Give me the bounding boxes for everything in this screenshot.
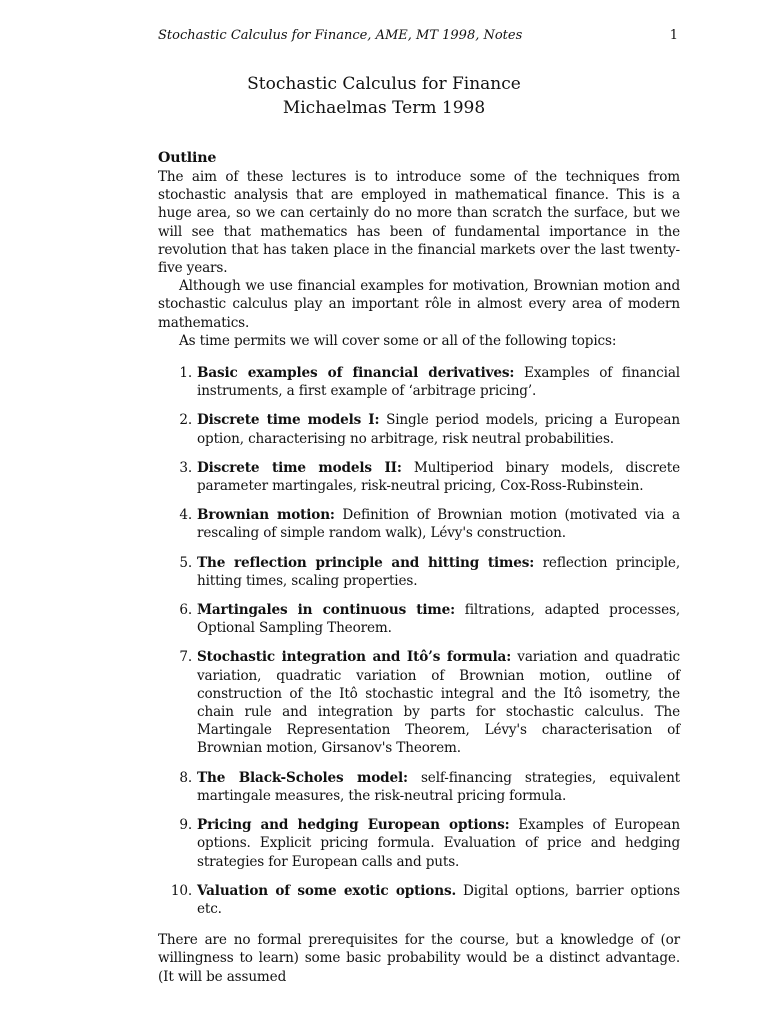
list-item-number: 7.	[179, 649, 192, 666]
list-item-number: 2.	[179, 412, 192, 429]
list-item-description: Multiperiod binary models, discrete parameter martingales, risk-neutral pricing, Cox-Ross-Rubinstein.	[197, 459, 681, 495]
list-item-number: 10.	[170, 882, 192, 899]
list-item-body	[197, 506, 680, 542]
list-item-title: The reflection principle and hitting times:	[197, 554, 535, 571]
list-item-description: self-financing strategies, equivalent martingale measures, the risk-neutral pricing formula.	[197, 769, 680, 804]
running-header	[158, 28, 678, 43]
page-number: 1	[669, 28, 678, 43]
list-item	[158, 882, 680, 918]
list-item-number: 6.	[179, 602, 192, 619]
list-item-body	[197, 554, 680, 590]
list-item-description: Single period models, pricing a European option, characterising no arbitrage, risk neutral probabilities.	[197, 412, 680, 447]
list-item-title: Discrete time models II:	[197, 459, 402, 476]
title-line-2: Michaelmas Term 1998	[282, 98, 486, 118]
outline-paragraph-3: As time permits we will cover some or all of the following topics:	[179, 332, 617, 349]
list-item-description: reflection principle, hitting times, scaling properties.	[197, 554, 680, 589]
list-item-title: Valuation of some exotic options.	[197, 882, 457, 899]
closing-paragraph: There are no formal prerequisites for the course, but a knowledge of (or willingness to learn) some basic probability would be a distinct advantage. (It will be assumed	[158, 932, 680, 985]
list-item-title: The Black-Scholes model:	[197, 769, 408, 786]
title-line-1: Stochastic Calculus for Finance	[247, 74, 521, 94]
list-item	[158, 364, 680, 400]
list-item-number: 3.	[179, 459, 192, 476]
list-item-number: 5.	[179, 554, 192, 571]
list-item-title: Martingales in continuous time:	[197, 602, 456, 619]
list-item-number: 4.	[179, 507, 192, 524]
running-title: Stochastic Calculus for Finance, AME, MT 1998, Notes	[158, 28, 523, 43]
list-item-body	[197, 364, 680, 400]
list-item	[158, 411, 680, 447]
list-item	[158, 506, 680, 542]
list-item-body	[197, 601, 680, 637]
list-item-body	[197, 411, 680, 447]
list-item	[158, 816, 680, 871]
list-item	[158, 769, 680, 805]
list-item-title: Discrete time models I:	[197, 412, 380, 429]
document-title	[0, 72, 768, 120]
list-item-title: Basic examples of financial derivatives:	[197, 365, 515, 382]
outline-heading: Outline	[158, 150, 217, 166]
list-item-description: filtrations, adapted processes, Optional Sampling Theorem.	[197, 602, 680, 637]
topic-list	[158, 364, 680, 918]
list-item	[158, 554, 680, 590]
list-item-title: Stochastic integration and Itô’s formula:	[197, 649, 512, 666]
list-item-number: 1.	[179, 365, 192, 382]
list-item-number: 9.	[179, 817, 192, 834]
outline-paragraph-1: The aim of these lectures is to introduce some of the techniques from stochastic analysis that are employed in mathematical finance. This is a huge area, so we can certainly do no more than scratch the surface, but we will see that mathematics has been of fundamental importance in the revolution that has taken place in the financial markets over the last twenty-five years.	[158, 169, 680, 277]
list-item-number: 8.	[179, 769, 192, 786]
list-item-description: Digital options, barrier options etc.	[197, 882, 680, 917]
outline-paragraph-2: Although we use financial examples for motivation, Brownian motion and stochastic calculus play an important rôle in almost every area of modern mathematics.	[158, 278, 680, 331]
list-item	[158, 648, 680, 757]
list-item-description: Definition of Brownian motion (motivated via a rescaling of simple random walk), Lévy's construction.	[197, 507, 680, 542]
main-content	[158, 148, 680, 986]
list-item-body	[197, 769, 680, 805]
list-item-title: Brownian motion:	[197, 507, 335, 524]
list-item-body	[197, 882, 680, 918]
list-item-body	[197, 816, 680, 871]
list-item	[158, 459, 680, 495]
list-item	[158, 601, 680, 637]
list-item-body	[197, 459, 680, 495]
list-item-description: variation and quadratic variation, quadratic variation of Brownian motion, outline of construction of the Itô stochastic integral and the Itô isometry, the chain rule and integration by parts for stochastic calculus. The Martingale Representation Theorem, Lévy's characterisation of Brownian motion, Girsanov's Theorem.	[197, 649, 680, 757]
list-item-body	[197, 648, 680, 757]
list-item-title: Pricing and hedging European options:	[197, 817, 510, 834]
list-item-description: Examples of financial instruments, a first example of ‘arbitrage pricing’.	[197, 365, 680, 400]
list-item-description: Examples of European options. Explicit pricing formula. Evaluation of price and hedging strategies for European calls and puts.	[197, 817, 680, 870]
